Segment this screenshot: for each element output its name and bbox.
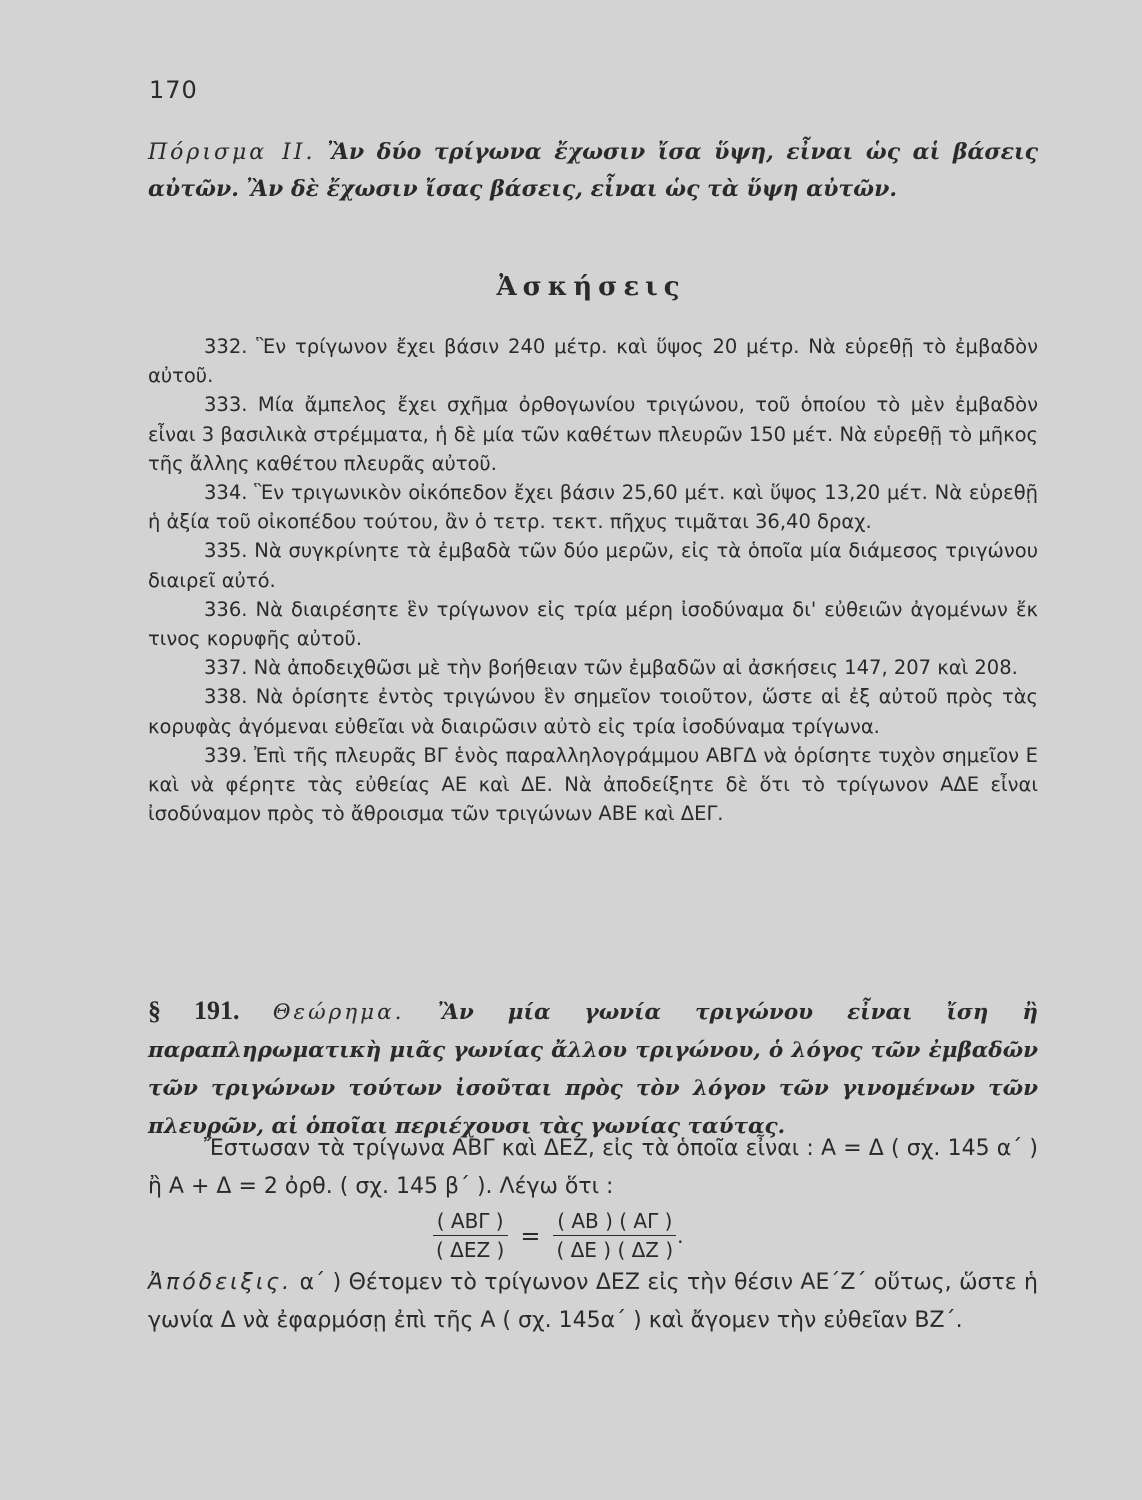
area-ratio-formula bbox=[432, 1209, 684, 1262]
exercise-item: 338. Νὰ ὁρίσητε ἐντὸς τριγώνου ἓν σημεῖον τοιοῦτον, ὥστε αἱ ἐξ αὐτοῦ πρὸς τὰς κορυφὰς ἀγόμεναι εὐθεῖαι νὰ διαιρῶσιν αὐτὸ εἰς τρία ἰσοδύναμα τρίγωνα. bbox=[148, 685, 1038, 738]
corollary-label: Πόρισμα II. bbox=[148, 140, 316, 165]
proof-text: α΄ ) Θέτομεν τὸ τρίγωνον ΔΕΖ εἰς τὴν θέσιν ΑΕ΄Ζ΄ οὕτως, ὥστε ἡ γωνία Δ νὰ ἐφαρμόσῃ ἐπὶ τῆς Α ( σχ. 145α΄ ) καὶ ἄγομεν τὴν εὐθεῖαν ΒΖ΄. bbox=[148, 1270, 1038, 1333]
corollary-text: Ἂν δύο τρίγωνα ἔχωσιν ἴσα ὕψη, εἶναι ὡς αἱ βάσεις αὐτῶν. Ἂν δὲ ἔχωσιν ἴσας βάσεις, εἶναι ὡς τὰ ὕψη αὐτῶν. bbox=[148, 139, 1039, 202]
theorem-text: Ἂν μία γωνία τριγώνου εἶναι ἴση ἢ παραπληρωματικὴ μιᾶς γωνίας ἄλλου τριγώνου, ὁ λόγος τῶν ἐμβαδῶν τῶν τριγώνων τούτων ἰσοῦται πρὸς τὸν λόγον τῶν γινομένων τῶν πλευρῶν, αἱ ὁποῖαι περιέχουσι τὰς γωνίας ταύτας. bbox=[148, 1000, 1038, 1139]
equals-sign: = bbox=[520, 1221, 541, 1250]
page-number: 170 bbox=[149, 76, 198, 104]
proof-intro-paragraph bbox=[148, 1130, 1038, 1206]
corollary-paragraph bbox=[148, 134, 1038, 208]
exercise-item: 333. Μία ἄμπελος ἔχει σχῆμα ὀρθογωνίου τριγώνου, τοῦ ὁποίου τὸ μὲν ἐμβαδὸν εἶναι 3 βασιλικὰ στρέμματα, ἡ δὲ μία τῶν καθέτων πλευρῶν 150 μέτ. Νὰ εὑρεθῇ τὸ μῆκος τῆς ἄλλης καθέτου πλευρᾶς αὐτοῦ. bbox=[148, 393, 1038, 475]
section-number: § 191. bbox=[148, 996, 240, 1025]
exercises-heading: Ἀσκήσεις bbox=[496, 272, 686, 302]
right-denominator: ( ΔΕ ) ( ΔΖ ) bbox=[556, 1238, 674, 1262]
exercise-item: 336. Νὰ διαιρέσητε ἓν τρίγωνον εἰς τρία μέρη ἰσοδύναμα δι' εὐθειῶν ἀγομένων ἔκ τινος κορυφῆς αὐτοῦ. bbox=[148, 597, 1038, 651]
proof-intro-text: Ἔστωσαν τὰ τρίγωνα ΑΒΓ καὶ ΔΕΖ, εἰς τὰ ὁποῖα εἶναι : Α = Δ ( σχ. 145 α΄ ) ἢ Α + Δ = 2 ὀρθ. ( σχ. 145 β΄ ). Λέγω ὅτι : bbox=[148, 1136, 1038, 1199]
proof-label: Ἀπόδειξις. bbox=[148, 1270, 293, 1295]
exercise-item: 332. Ἓν τρίγωνον ἔχει βάσιν 240 μέτρ. καὶ ὕψος 20 μέτρ. Νὰ εὑρεθῇ τὸ ἐμβαδὸν αὐτοῦ. bbox=[148, 335, 1038, 388]
exercise-item: 339. Ἐπὶ τῆς πλευρᾶς ΒΓ ἑνὸς παραλληλογράμμου ΑΒΓΔ νὰ ὁρίσητε τυχὸν σημεῖον Ε καὶ νὰ φέρητε τὰς εὐθείας ΑΕ καὶ ΔΕ. Νὰ ἀποδείξητε δὲ ὅτι τὸ τρίγωνον ΑΔΕ εἶναι ἰσοδύναμον πρὸς τὸ ἄθροισμα τῶν τριγώνων ΑΒΕ καὶ ΔΕΓ. bbox=[148, 743, 1038, 826]
left-fraction bbox=[432, 1209, 508, 1262]
left-denominator: ( ΔΕΖ ) bbox=[436, 1238, 505, 1262]
theorem-paragraph bbox=[148, 992, 1038, 1146]
proof-paragraph bbox=[148, 1264, 1038, 1340]
left-numerator: ( ΑΒΓ ) bbox=[433, 1209, 508, 1236]
theorem-label: Θεώρημα. bbox=[272, 1000, 405, 1025]
right-numerator: ( ΑΒ ) ( ΑΓ ) bbox=[553, 1209, 676, 1236]
exercise-item: 337. Νὰ ἀποδειχθῶσι μὲ τὴν βοήθειαν τῶν ἐμβαδῶν αἱ ἀσκήσεις 147, 207 καὶ 208. bbox=[204, 656, 1018, 680]
exercises-list bbox=[148, 332, 1038, 828]
formula-period: . bbox=[677, 1223, 684, 1248]
exercise-item: 334. Ἓν τριγωνικὸν οἰκόπεδον ἔχει βάσιν 25,60 μέτ. καὶ ὕψος 13,20 μέτ. Νὰ εὑρεθῇ ἡ ἀξία τοῦ οἰκοπέδου τούτου, ἂν ὁ τετρ. τεκτ. πῆχυς τιμᾶται 36,40 δραχ. bbox=[148, 481, 1038, 534]
exercise-item: 335. Νὰ συγκρίνητε τὰ ἐμβαδὰ τῶν δύο μερῶν, εἰς τὰ ὁποῖα μία διάμεσος τριγώνου διαιρεῖ αὐτό. bbox=[148, 539, 1038, 592]
right-fraction bbox=[552, 1209, 677, 1262]
